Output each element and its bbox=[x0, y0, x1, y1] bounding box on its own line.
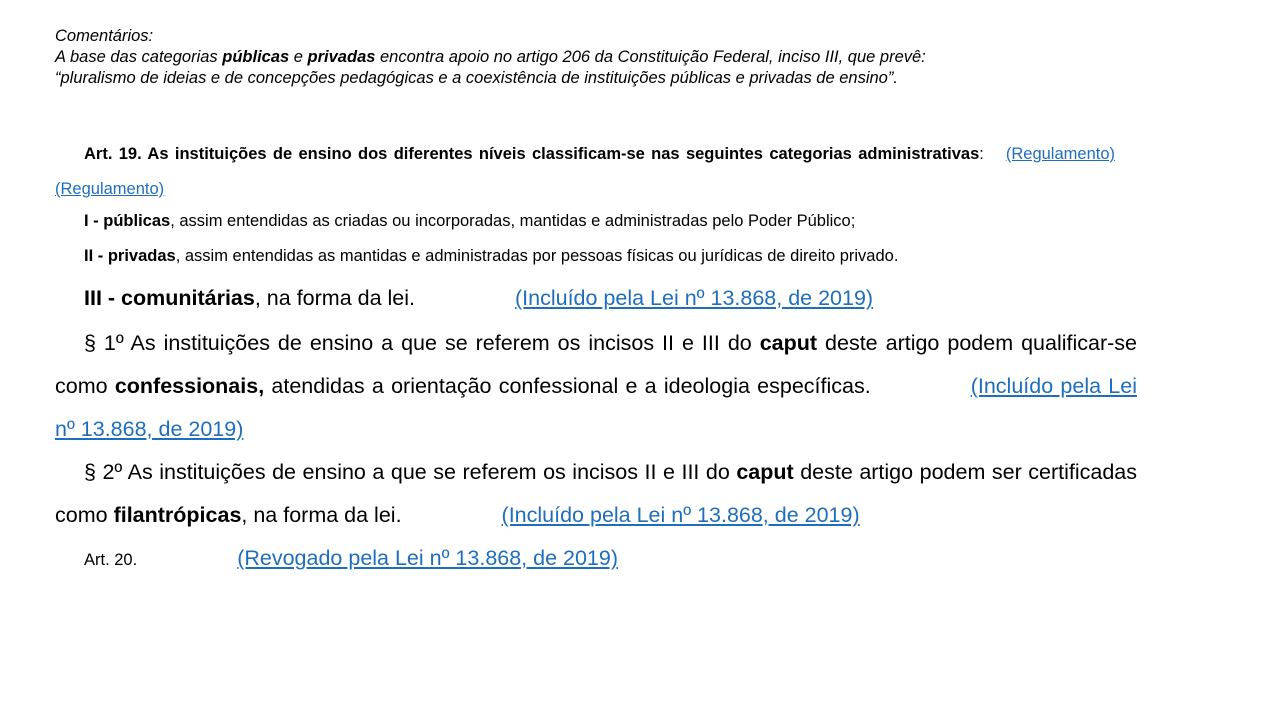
comments-text: e bbox=[289, 48, 308, 66]
art19-text: Art. 19. As instituições de ensino dos diferentes níveis classificam-se nas seguintes categorias administrativas bbox=[84, 145, 980, 163]
paragraph-1-text: § 1º As instituições de ensino a que se referem os incisos II e III do bbox=[84, 331, 760, 355]
inciso-3-paragraph bbox=[55, 283, 1137, 313]
paragraph-2-bold-filantropicas: filantrópicas bbox=[113, 503, 242, 527]
paragraph-2-text: , na forma da lei. bbox=[241, 503, 402, 527]
paragraph-1-bold-confessionais: confessionais, bbox=[114, 374, 265, 398]
comments-block bbox=[55, 26, 1255, 89]
comments-text: encontra apoio no artigo 206 da Constituição Federal, inciso III, que prevê: bbox=[375, 48, 926, 66]
paragraph-1-link[interactable]: (Incluído pela Lei nº 13.868, de 2019) bbox=[55, 374, 1137, 441]
art19-colon: : bbox=[979, 145, 984, 163]
inciso-1-paragraph bbox=[55, 209, 1137, 233]
inciso-3-link[interactable]: (Incluído pela Lei nº 13.868, de 2019) bbox=[515, 286, 874, 310]
regulamento-link-2[interactable]: (Regulamento) bbox=[55, 180, 165, 198]
art20-paragraph bbox=[55, 543, 1137, 576]
paragraph-1-bold-caput: caput bbox=[759, 331, 818, 355]
paragraph-2-text: deste artigo podem ser certificadas como bbox=[55, 460, 1137, 527]
comments-line-3: “pluralismo de ideias e de concepções pedagógicas e a coexistência de instituições públicas e privadas de ensino”. bbox=[55, 69, 898, 87]
inciso-2-paragraph bbox=[55, 244, 1137, 268]
paragraph-1-text: deste artigo podem qualificar-se como bbox=[55, 331, 1137, 398]
inciso-1-text: , assim entendidas as criadas ou incorporadas, mantidas e administradas pelo Poder Público; bbox=[170, 212, 856, 230]
art19-paragraph bbox=[55, 137, 1137, 207]
paragraph-1 bbox=[55, 322, 1137, 451]
comments-text: A base das categorias bbox=[55, 48, 223, 66]
paragraph-2 bbox=[55, 451, 1137, 537]
comments-heading: Comentários: bbox=[55, 27, 154, 45]
paragraph-1-text: atendidas a orientação confessional e a ideologia específicas. bbox=[264, 374, 871, 398]
regulamento-link-1[interactable]: (Regulamento) bbox=[1005, 145, 1115, 163]
comments-line-2 bbox=[55, 47, 1255, 68]
inciso-3-label: III - comunitárias bbox=[84, 286, 255, 310]
paragraph-2-text: § 2º As instituições de ensino a que se referem os incisos II e III do bbox=[84, 460, 737, 484]
paragraph-2-link[interactable]: (Incluído pela Lei nº 13.868, de 2019) bbox=[501, 503, 860, 527]
comments-bold-publicas: públicas bbox=[222, 48, 290, 66]
art20-label: Art. 20. bbox=[84, 551, 138, 569]
inciso-1-label: I - públicas bbox=[84, 212, 171, 230]
inciso-3-text: , na forma da lei. bbox=[254, 286, 415, 310]
art20-link[interactable]: (Revogado pela Lei nº 13.868, de 2019) bbox=[237, 546, 619, 570]
inciso-2-label: II - privadas bbox=[84, 247, 176, 265]
paragraph-2-bold-caput: caput bbox=[736, 460, 794, 484]
inciso-2-text: , assim entendidas as mantidas e administradas por pessoas físicas ou jurídicas de direito privado. bbox=[175, 247, 899, 265]
comments-bold-privadas: privadas bbox=[307, 48, 376, 66]
